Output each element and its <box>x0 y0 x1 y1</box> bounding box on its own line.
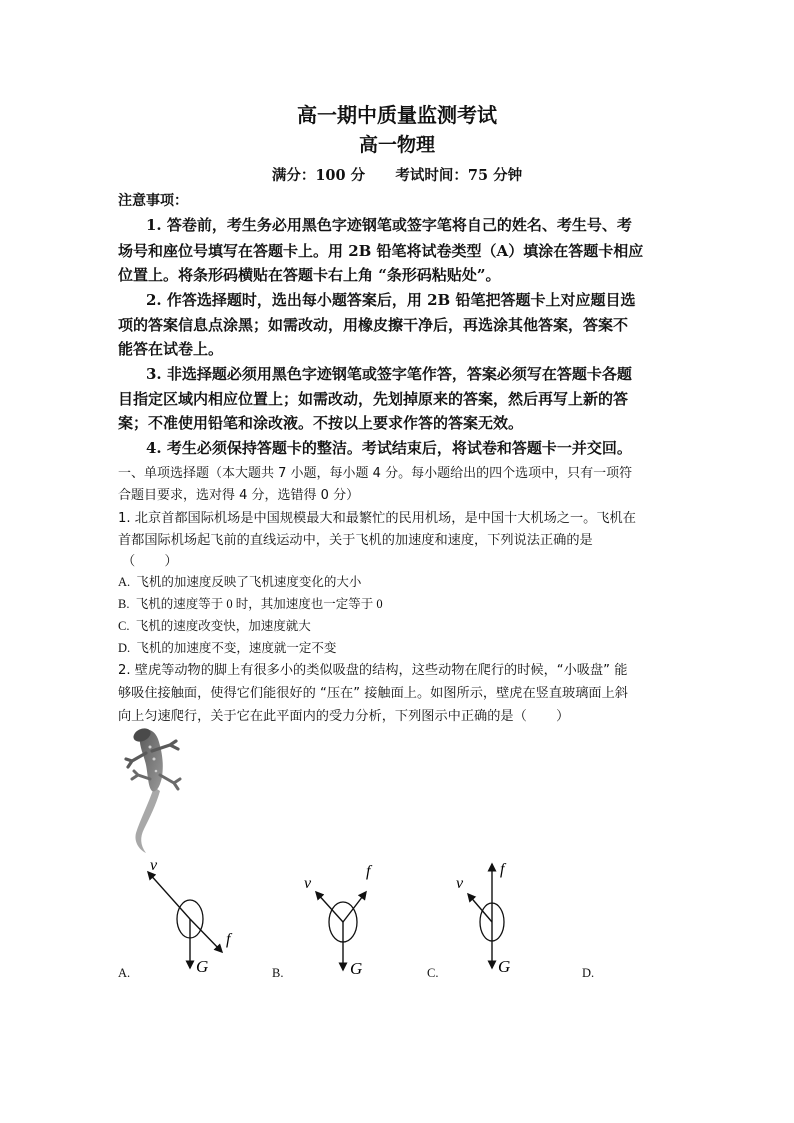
gecko-image <box>118 725 194 855</box>
notice-line: 位置上。将条形码横贴在答题卡右上角 “条形码粘贴处”。 <box>118 266 501 284</box>
notice-heading: 注意事项： <box>118 193 188 209</box>
notice-line: 1. 答卷前，考生务必用黑色字迹钢笔或签字笔将自己的姓名、考生号、考 <box>146 216 632 234</box>
velocity-label: v <box>304 875 312 892</box>
friction-label: f <box>500 861 505 878</box>
exam-meta: 满分：100 分 考试时间：75 分钟 <box>271 167 523 184</box>
notice-line: 2. 作答选择题时，选出每小题答案后，用 2B 铅笔把答题卡上对应题目选 <box>146 291 636 309</box>
question-1-stem: 1. 北京首都国际机场是中国规模最大和最繁忙的民用机场，是中国十大机场之一。飞机在 <box>118 511 636 526</box>
notice-line: 案；不准使用铅笔和涂改液。不按以上要求作答的答案无效。 <box>118 414 524 432</box>
question-2-stem: 向上匀速爬行，关于它在此平面内的受力分析，下列图示中正确的是（ ） <box>118 709 570 724</box>
force-diagrams <box>110 852 620 982</box>
question-1-stem: （ ） <box>122 554 178 569</box>
gravity-label: G <box>350 959 363 978</box>
subject-title: 高一物理 <box>358 134 435 156</box>
question-2-option-a: A. <box>118 966 131 980</box>
diagram-option-b <box>304 863 373 978</box>
section-heading: 合题目要求，选对得 4 分，选错得 0 分） <box>118 488 360 503</box>
friction-label: f <box>366 863 371 880</box>
diagram-option-c <box>456 861 510 976</box>
notice-line: 3. 非选择题必须用黑色字迹钢笔或签字笔作答，答案必须写在答题卡各题 <box>146 365 632 383</box>
notice-line: 4. 考生必须保持答题卡的整洁。考试结束后，将试卷和答题卡一并交回。 <box>146 439 632 457</box>
notice-line: 能答在试卷上。 <box>118 340 224 358</box>
diagram-option-a <box>148 857 233 976</box>
velocity-label: v <box>150 857 158 874</box>
question-1-option-c: C. 飞机的速度改变快，加速度就大 <box>118 619 311 633</box>
notice-line: 场号和座位号填写在答题卡上。用 2B 铅笔将试卷类型（A）填涂在答题卡相应 <box>118 242 644 260</box>
question-1-stem: 首都国际机场起飞前的直线运动中，关于飞机的加速度和速度，下列说法正确的是 <box>118 533 593 548</box>
question-2-option-c: C. <box>427 966 439 980</box>
velocity-label: v <box>456 875 464 892</box>
friction-label: f <box>226 931 231 948</box>
question-2-option-b: B. <box>272 966 284 980</box>
question-2-stem: 够吸住接触面，使得它们能很好的 “压在” 接触面上。如图所示，壁虎在竖直玻璃面上斜 <box>118 686 628 701</box>
notice-line: 目指定区域内相应位置上；如需改动，先划掉原来的答案，然后再写上新的答 <box>118 390 629 408</box>
gravity-label: G <box>196 957 209 976</box>
section-heading: 一、单项选择题（本大题共 7 小题，每小题 4 分。每小题给出的四个选项中，只有一项符 <box>118 466 633 481</box>
question-1-option-d: D. 飞机的加速度不变，速度就一定不变 <box>118 641 337 655</box>
question-2-stem: 2. 壁虎等动物的脚上有很多小的类似吸盘的结构，这些动物在爬行的时候，“小吸盘” 能 <box>118 663 628 678</box>
question-1-option-a: A. 飞机的加速度反映了飞机速度变化的大小 <box>118 575 362 589</box>
exam-title: 高一期中质量监测考试 <box>297 103 497 127</box>
question-1-option-b: B. 飞机的速度等于 0 时，其加速度也一定等于 0 <box>118 597 383 611</box>
gravity-label: G <box>498 957 511 976</box>
notice-line: 项的答案信息点涂黑；如需改动，用橡皮擦干净后，再选涂其他答案，答案不 <box>118 316 629 334</box>
question-2-option-d: D. <box>582 966 595 980</box>
